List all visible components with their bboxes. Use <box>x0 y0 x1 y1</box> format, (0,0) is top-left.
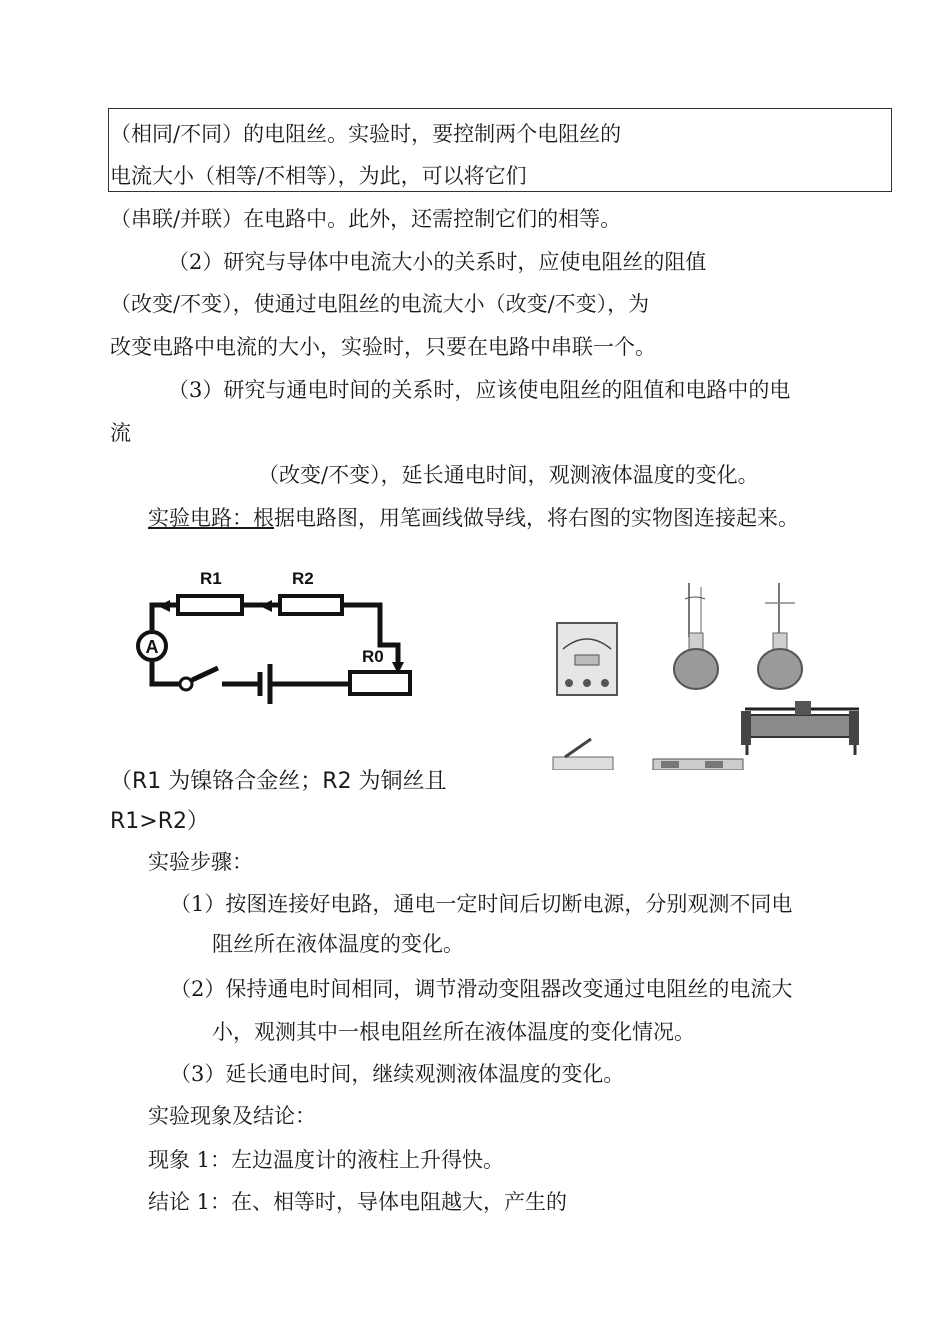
label-r2: R2 <box>292 569 314 588</box>
resistor-r2 <box>280 596 342 614</box>
para-line-3c: （改变/不变），延长通电时间，观测液体温度的变化。 <box>258 463 759 487</box>
ammeter-device <box>557 623 617 695</box>
label-r1: R1 <box>200 569 222 588</box>
label-r0: R0 <box>362 647 384 666</box>
step-3: （3）延长通电时间，继续观测液体温度的变化。 <box>170 1062 625 1086</box>
ammeter-label: A <box>145 637 159 657</box>
apparatus-image <box>545 575 875 770</box>
para-line-3: （3）研究与通电时间的关系时，应该使电阻丝的阻值和电路中的电 <box>168 378 791 402</box>
para-line-rheostat: 改变电路中电流的大小，实验时，只要在电路中串联一个。 <box>110 335 656 359</box>
battery-box-device <box>653 759 743 770</box>
circuit-diagram <box>130 560 430 710</box>
rheostat-device <box>741 701 859 755</box>
flask-thermometer-left <box>674 583 718 689</box>
para-line-3b: 流 <box>110 421 131 445</box>
note-line-2: R1>R2） <box>110 809 210 834</box>
step-2-line-2: 小，观测其中一根电阻丝所在液体温度的变化情况。 <box>212 1020 695 1044</box>
results-title: 实验现象及结论： <box>148 1104 316 1128</box>
conclusion-1: 结论 1：在、相等时，导体电阻越大，产生的 <box>148 1190 568 1214</box>
phenomenon-1: 现象 1：左边温度计的液柱上升得快。 <box>148 1148 505 1172</box>
circuit-instruction <box>148 504 799 532</box>
circuit-heading: 实验电路：根 <box>148 506 274 530</box>
para-line-change: （改变/不变），使通过电阻丝的电流大小（改变/不变），为 <box>110 292 650 316</box>
switch-device <box>553 739 613 770</box>
para-line-series: （串联/并联）在电路中。此外，还需控制它们的相等。 <box>110 207 622 231</box>
note-line-1: （R1 为镍铬合金丝；R2 为铜丝且 <box>110 769 447 794</box>
resistor-r1 <box>178 596 242 614</box>
step-2-line-1: （2）保持通电时间相同，调节滑动变阻器改变通过电阻丝的电流大 <box>170 977 793 1001</box>
step-1-line-2: 阻丝所在液体温度的变化。 <box>212 932 464 956</box>
circuit-instruction-text: 据电路图，用笔画线做导线，将右图的实物图连接起来。 <box>274 506 799 530</box>
rheostat-r0 <box>350 672 410 694</box>
box-line-2: 电流大小（相等/不相等），为此，可以将它们 <box>110 164 527 188</box>
box-line-1: （相同/不同）的电阻丝。实验时，要控制两个电阻丝的 <box>110 122 622 146</box>
steps-title: 实验步骤： <box>148 850 253 874</box>
flask-thermometer-right <box>758 583 802 689</box>
para-line-2: （2）研究与导体中电流大小的关系时，应使电阻丝的阻值 <box>168 250 707 274</box>
step-1-line-1: （1）按图连接好电路，通电一定时间后切断电源，分别观测不同电 <box>170 892 793 916</box>
